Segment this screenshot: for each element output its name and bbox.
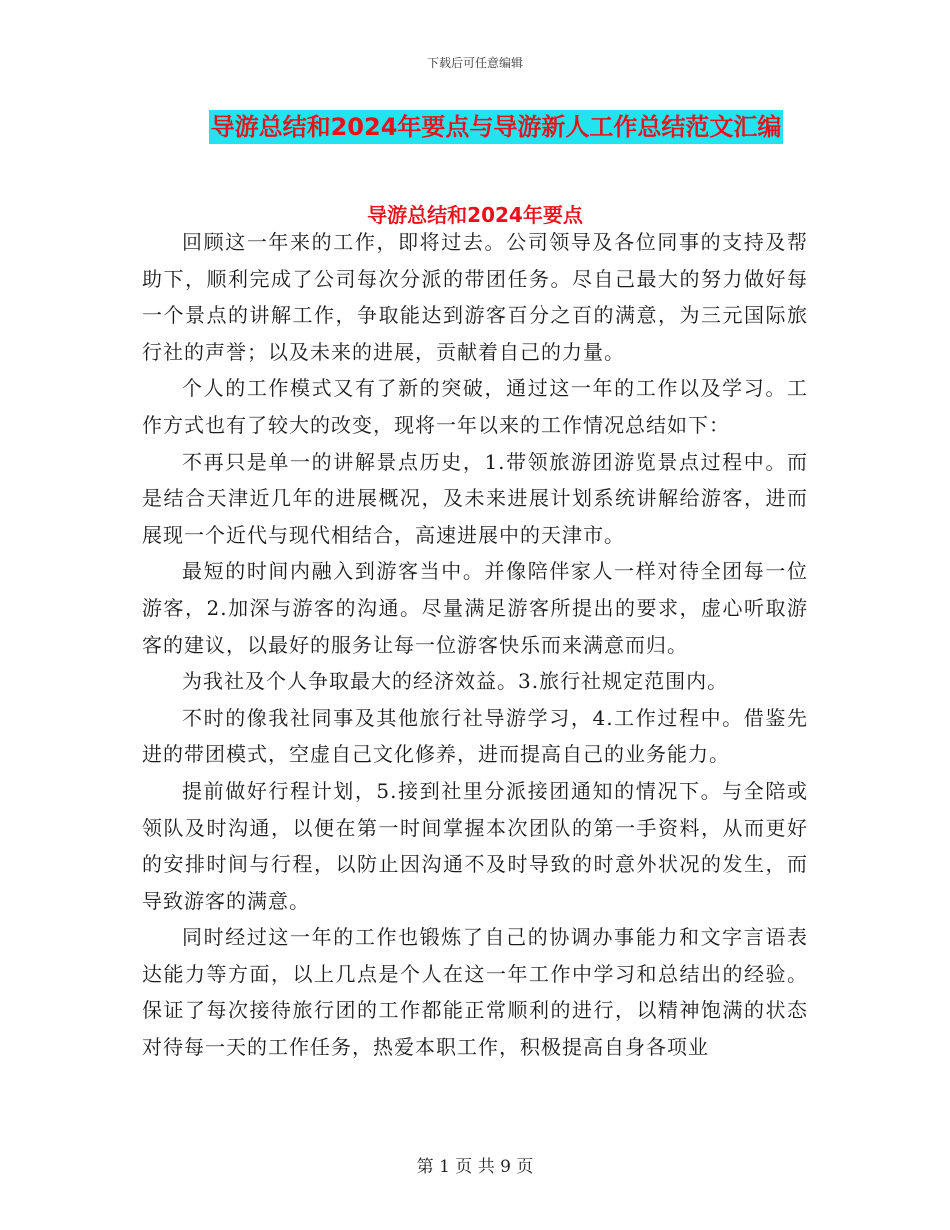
- paragraph: 为我社及个人争取最大的经济效益。3.旅行社规定范围内。: [182, 669, 729, 694]
- paragraph: 同时经过这一年的工作也锻炼了自己的协调办事能力和文字言语表达能力等方面，以上几点是个人在这一年工作中学习和总结出的经验。保证了每次接待旅行团的工作都能正常顺利的进行，以精神饱满的状态对待每一天的工作任务，热爱本职工作，积极提高自身各项业: [142, 925, 808, 1060]
- section-title: 导游总结和2024年要点: [367, 203, 583, 227]
- paragraph: 提前做好行程计划，5.接到社里分派接团通知的情况下。与全陪或领队及时沟通，以便在第一时间掌握本次团队的第一手资料，从而更好的安排时间与行程，以防止因沟通不及时导致的时意外状况的发生，而导致游客的满意。: [142, 778, 808, 913]
- paragraph: 个人的工作模式又有了新的突破，通过这一年的工作以及学习。工作方式也有了较大的改变，现将一年以来的工作情况总结如下：: [142, 376, 808, 437]
- page-number-footer: 第 1 页 共 9 页: [416, 1157, 534, 1177]
- document-body: [142, 220, 808, 1066]
- document-title: 导游总结和2024年要点与导游新人工作总结范文汇编: [209, 110, 784, 144]
- paragraph: 不再只是单一的讲解景点历史，1.带领旅游团游览景点过程中。而是结合天津近几年的进展概况，及未来进展计划系统讲解给游客，进而展现一个近代与现代相结合，高速进展中的天津市。: [142, 449, 808, 547]
- header-note: 下载后可任意编辑: [426, 56, 523, 70]
- paragraph: 不时的像我社同事及其他旅行社导游学习，4.工作过程中。借鉴先进的带团模式，空虚自己文化修养，进而提高自己的业务能力。: [142, 705, 808, 767]
- document-title-wrap: [0, 110, 950, 144]
- paragraph: 最短的时间内融入到游客当中。并像陪伴家人一样对待全团每一位游客，2.加深与游客的沟通。尽量满足游客所提出的要求，虚心听取游客的建议，以最好的服务让每一位游客快乐而来满意而归。: [142, 559, 808, 657]
- paragraph: 回顾这一年来的工作，即将过去。公司领导及各位同事的支持及帮助下，顺利完成了公司每次分派的带团任务。尽自己最大的努力做好每一个景点的讲解工作，争取能达到游客百分之百的满意，为三元国际旅行社的声誉；以及未来的进展，贡献着自己的力量。: [142, 230, 808, 364]
